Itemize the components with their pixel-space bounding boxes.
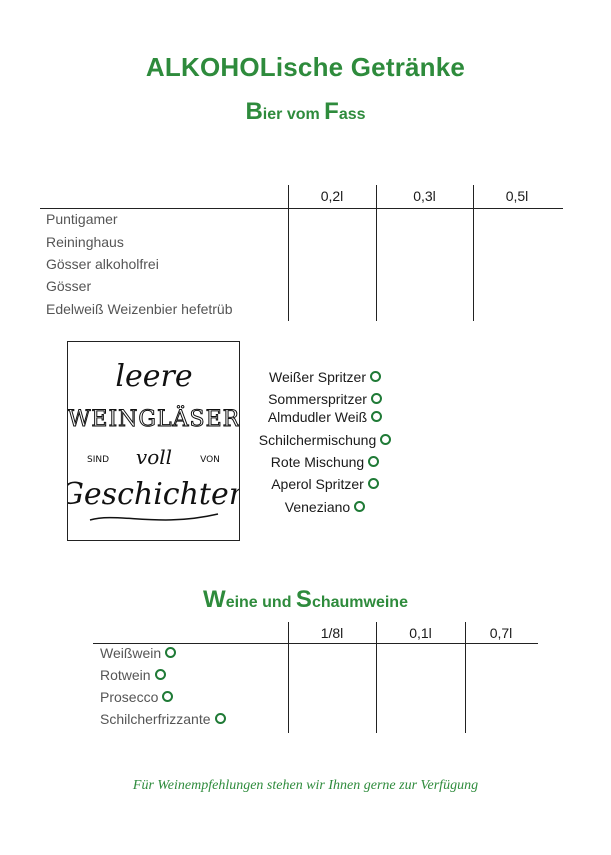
wine-row xyxy=(100,667,166,683)
wine-col-header: 0,1l xyxy=(409,625,432,641)
beer-row-label: Edelweiß Weizenbier hefetrüb xyxy=(46,301,233,317)
heading-end: ass xyxy=(338,106,366,123)
list-item-label: Weißer Spritzer xyxy=(269,369,366,385)
circle-checkbox-icon xyxy=(380,434,391,445)
poster-line-1: leere xyxy=(115,359,193,394)
wine-col-header: 0,7l xyxy=(489,625,513,641)
beer-col-header: 0,5l xyxy=(505,188,529,204)
heading-mid: ier vom xyxy=(262,106,325,123)
wine-row-label: Schilcherfrizzante xyxy=(100,711,211,727)
heading-mid: eine und xyxy=(225,594,296,611)
list-item-label: Schilchermischung xyxy=(258,432,377,448)
beer-row-label: Puntigamer xyxy=(46,211,118,227)
heading-initial-w: W xyxy=(203,586,226,613)
poster-line-2: WEINGLÄSER xyxy=(68,407,239,432)
poster-line-3b: voll xyxy=(135,445,173,469)
list-item xyxy=(250,476,400,492)
wine-row xyxy=(100,689,173,705)
list-item xyxy=(250,391,400,407)
circle-checkbox-icon xyxy=(368,456,379,467)
wine-quote-poster xyxy=(67,341,240,541)
heading-initial-b: B xyxy=(245,98,263,125)
poster-line-3a: SIND xyxy=(86,455,110,465)
wine-table-divider xyxy=(288,622,289,733)
wine-table-divider xyxy=(376,622,377,733)
poster-line-4: Geschichten xyxy=(68,477,239,512)
list-item xyxy=(250,499,400,515)
beer-table-header-rule xyxy=(40,208,563,209)
list-item xyxy=(250,432,400,448)
circle-checkbox-icon xyxy=(165,647,176,658)
beer-row-label: Gösser xyxy=(46,278,92,294)
beer-col-header: 0,2l xyxy=(320,188,344,204)
beer-row-label: Reininghaus xyxy=(46,234,124,250)
beer-col-header: 0,3l xyxy=(413,188,436,204)
poster-flourish xyxy=(90,514,218,520)
wine-table-header-rule xyxy=(93,643,538,644)
circle-checkbox-icon xyxy=(370,371,381,382)
list-item xyxy=(250,369,400,385)
heading-initial-f: F xyxy=(324,98,339,125)
wine-section-heading xyxy=(0,586,611,614)
list-item-label: Sommerspritzer xyxy=(268,391,367,407)
wine-row xyxy=(100,711,226,727)
heading-end: chaumweine xyxy=(311,594,408,611)
page-title: ALKOHOLische Getränke xyxy=(145,52,466,82)
wine-row-label: Prosecco xyxy=(100,689,159,705)
beer-row-label: Gösser alkoholfrei xyxy=(46,256,159,272)
circle-checkbox-icon xyxy=(162,691,173,702)
circle-checkbox-icon xyxy=(215,713,226,724)
circle-checkbox-icon xyxy=(371,393,382,404)
list-item-label: Almdudler Weiß xyxy=(267,409,368,425)
footer-note: Für Weinempfehlungen stehen wir Ihnen gerne zur Verfügung xyxy=(132,778,479,793)
poster-illustration xyxy=(68,342,239,540)
list-item xyxy=(250,409,400,425)
list-item-label: Veneziano xyxy=(284,499,351,515)
wine-table-divider xyxy=(465,622,466,733)
circle-checkbox-icon xyxy=(354,501,365,512)
beer-section-heading xyxy=(0,98,611,126)
list-item-label: Rote Mischung xyxy=(270,454,365,470)
beer-table-divider xyxy=(473,185,474,321)
circle-checkbox-icon xyxy=(371,411,382,422)
list-item-label: Aperol Spritzer xyxy=(271,476,364,492)
wine-row-label: Rotwein xyxy=(100,667,151,683)
circle-checkbox-icon xyxy=(368,478,379,489)
beer-table-divider xyxy=(288,185,289,321)
poster-line-3c: VON xyxy=(200,455,220,465)
circle-checkbox-icon xyxy=(155,669,166,680)
heading-initial-s: S xyxy=(295,586,312,613)
beer-table-divider xyxy=(376,185,377,321)
wine-row xyxy=(100,645,176,661)
wine-row-label: Weißwein xyxy=(100,645,162,661)
wine-col-header: 1/8l xyxy=(320,625,344,641)
list-item xyxy=(250,454,400,470)
